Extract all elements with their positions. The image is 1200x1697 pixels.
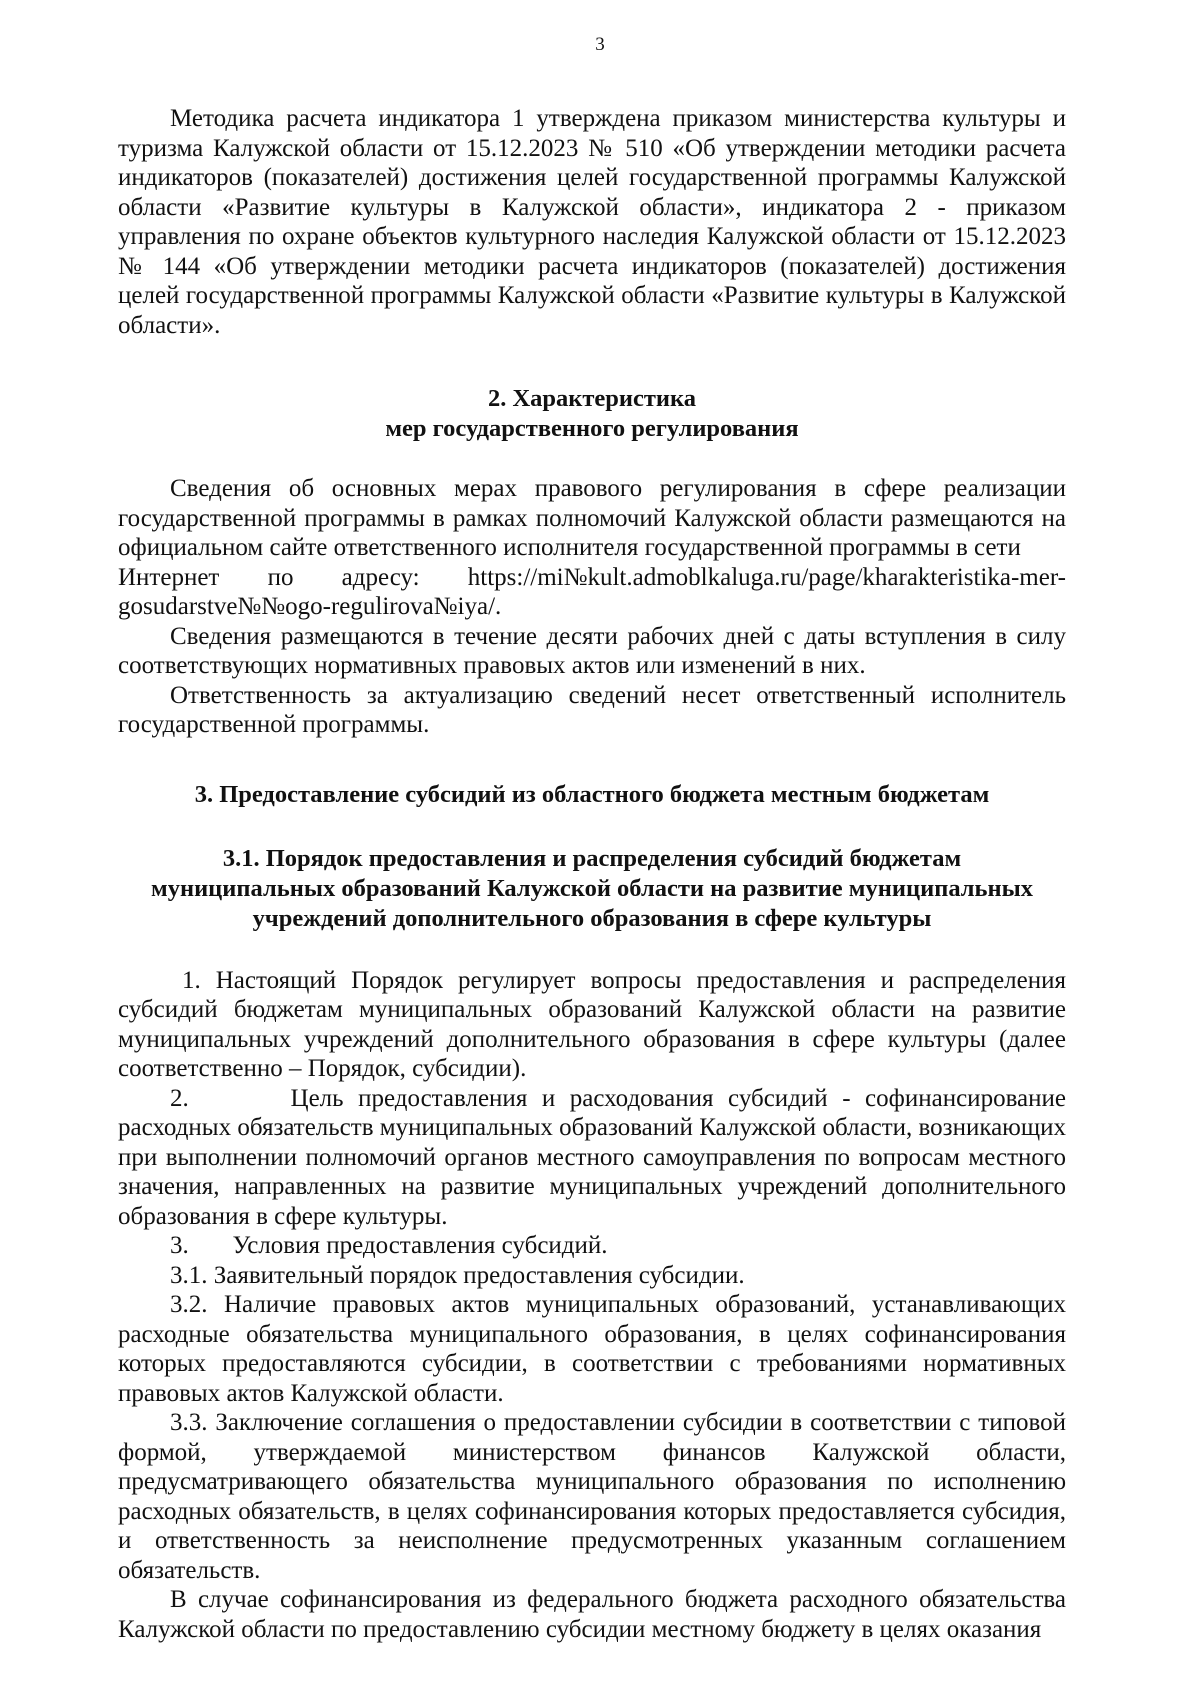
- clause-1: 1. Настоящий Порядок регулирует вопросы предоставления и распределения субсидий бюджетам муниципальных образований Калужской области на развитие муниципальных учреждений дополнительного образования в сфере культуры (далее соответственно – Порядок, субсидии).: [118, 966, 1066, 1082]
- url-word-internet: Интернет: [118, 563, 220, 591]
- url-word-adresu: адресу:: [341, 563, 420, 591]
- subsection-3-1-heading: [118, 844, 1066, 934]
- clause-3-3: 3.3. Заключение соглашения о предоставлении субсидии в соответствии с типовой формой, утверждаемой министерством финансов Калужской области, предусматривающего обязательства муниципального образования по исполнению расходных обязательств, в целях софинансирования которых предоставляется субсидия, и ответственность за неисполнение предусмотренных указанным соглашением обязательств.: [118, 1409, 1066, 1584]
- section-2-para1-text: Сведения об основных мерах правового регулирования в сфере реализации государственной программы в рамках полномочий Калужской области размещаются на официальном сайте ответственного исполнителя государственной программы в сети: [118, 475, 1066, 561]
- url-link-part2[interactable]: gosudarstve№№ogo-regulirova№iya/.: [118, 593, 502, 620]
- url-link-part1[interactable]: https://mi№kult.admoblkaluga.ru/page/kharakteristika-mer-: [467, 563, 1066, 591]
- section-2-heading: [118, 384, 1066, 444]
- clause-3-text: Условия предоставления субсидий.: [232, 1232, 608, 1259]
- subsection-title-line1: 3.1. Порядок предоставления и распределения субсидий бюджетам: [222, 844, 962, 872]
- section-3-heading: 3. Предоставление субсидий из областного бюджета местным бюджетам: [194, 780, 990, 808]
- clause-2: [118, 1084, 1066, 1232]
- subsection-title-line2: муниципальных образований Калужской области на развитие муниципальных: [151, 874, 1033, 902]
- section-2-paragraph-3: Ответственность за актуализацию сведений несет ответственный исполнитель государственной программы.: [118, 681, 1066, 738]
- section-2-paragraph-2: Сведения размещаются в течение десяти рабочих дней с даты вступления в силу соответствующих нормативных правовых актов или изменений в них.: [118, 622, 1066, 679]
- section-2-title-line1: 2. Характеристика: [487, 385, 697, 412]
- page-number: 3: [595, 34, 605, 55]
- clause-3-1: 3.1. Заявительный порядок предоставления субсидии.: [170, 1261, 745, 1289]
- url-word-po: по: [267, 563, 294, 591]
- section-2-paragraph-1: [118, 474, 1066, 563]
- url-line: [118, 563, 1066, 593]
- closing-paragraph: В случае софинансирования из федерального бюджета расходного обязательства Калужской области по предоставлению субсидии местному бюджету в целях оказания: [118, 1586, 1066, 1643]
- document-body: [118, 104, 1066, 1644]
- subsection-title-line3: учреждений дополнительного образования в сфере культуры: [252, 904, 932, 932]
- clause-2-number: 2.: [170, 1084, 189, 1112]
- clause-3: [118, 1231, 1066, 1261]
- section-2-title-line2: мер государственного регулирования: [385, 415, 799, 442]
- clause-3-number: 3.: [170, 1232, 189, 1259]
- clause-3-2: 3.2. Наличие правовых актов муниципальных образований, устанавливающих расходные обязательства муниципального образования, в целях софинансирования которых предоставляются субсидии, в соответствии с требованиями нормативных правовых актов Калужской области.: [118, 1291, 1066, 1407]
- clause-2-text: Цель предоставления и расходования субсидий - софинансирование расходных обязательств муниципальных образований Калужской области, возникающих при выполнении полномочий органов местного самоуправления по вопросам местного значения, направленных на развитие муниципальных учреждений дополнительного образования в сфере культуры.: [118, 1084, 1066, 1230]
- intro-paragraph: Методика расчета индикатора 1 утверждена приказом министерства культуры и туризма Калужской области от 15.12.2023 № 510 «Об утверждении методики расчета индикаторов (показателей) достижения целей государственной программы Калужской области «Развитие культуры в Калужской области», индикатора 2 - приказом управления по охране объектов культурного наследия Калужской области от 15.12.2023 № 144 «Об утверждении методики расчета индикаторов (показателей) достижения целей государственной программы Калужской области «Развитие культуры в Калужской области».: [118, 105, 1066, 339]
